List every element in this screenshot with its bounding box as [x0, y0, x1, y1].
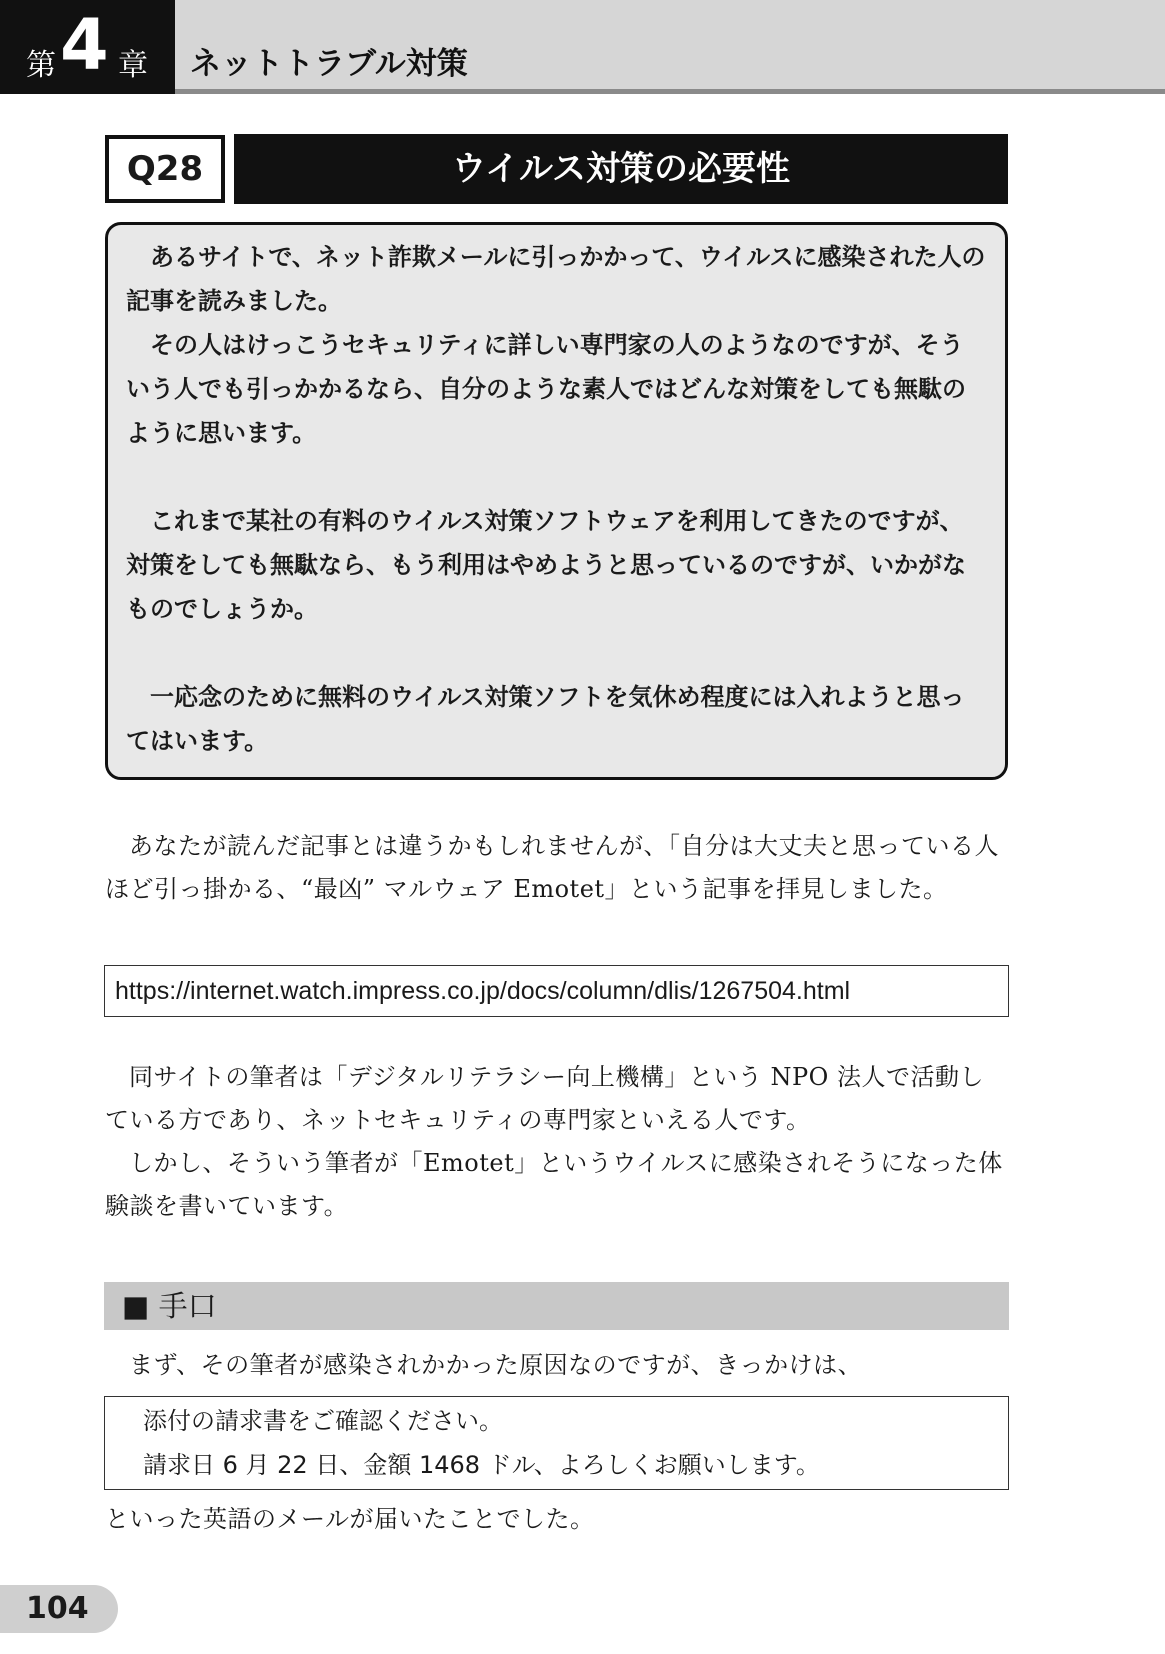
section-after — [105, 1498, 1008, 1541]
answer-paragraphs — [105, 1056, 1008, 1228]
chapter-header — [0, 0, 1165, 94]
section-after-text: といった英語のメールが届いたことでした。 — [105, 1505, 595, 1533]
section-heading: ■ 手口 — [104, 1282, 1009, 1330]
question-paragraph: あるサイトで、ネット詐欺メールに引っかかって、ウイルスに感染された人の記事を読みました。 — [126, 243, 986, 315]
question-number: Q28 — [105, 135, 225, 203]
section-intro — [105, 1344, 1008, 1387]
answer-text: 同サイトの筆者は「デジタルリテラシー向上機構」という NPO 法人で活動している方であり、ネットセキュリティの専門家といえる人です。 — [105, 1063, 984, 1134]
quote-line: 請求日 6 月 22 日、金額 1468 ドル、よろしくお願いします。 — [143, 1451, 820, 1479]
chapter-number: 4 — [60, 4, 109, 86]
answer-paragraph-1 — [105, 825, 1008, 911]
chapter-prefix: 第 — [26, 48, 56, 83]
chapter-title: ネットトラブル対策 — [190, 46, 468, 82]
question-title: ウイルス対策の必要性 — [234, 134, 1008, 204]
answer-text: あなたが読んだ記事とは違うかもしれませんが、「自分は大丈夫と思っている人ほど引っ掛かる、“最凶” マルウェア Emotet」という記事を拝見しました。 — [105, 832, 999, 903]
answer-text: しかし、そういう筆者が「Emotet」というウイルスに感染されそうになった体験談を書いています。 — [105, 1149, 1003, 1220]
question-paragraph: その人はけっこうセキュリティに詳しい専門家の人のようなのですが、そういう人でも引っかかるなら、自分のような素人ではどんな対策をしても無駄のように思います。 — [126, 331, 966, 447]
quote-line: 添付の請求書をご確認ください。 — [143, 1407, 503, 1435]
question-paragraph: 一応念のために無料のウイルス対策ソフトを気休め程度には入れようと思ってはいます。 — [126, 683, 965, 755]
chapter-suffix: 章 — [118, 48, 148, 83]
question-paragraph: これまで某社の有料のウイルス対策ソフトウェアを利用してきたのですが、対策をしても無駄なら、もう利用はやめようと思っているのですが、いかがなものでしょうか。 — [126, 507, 966, 623]
page-number: 104 — [0, 1585, 118, 1633]
section-intro-text: まず、その筆者が感染されかかった原因なのですが、きっかけは、 — [129, 1351, 863, 1379]
article-url: https://internet.watch.impress.co.jp/docs/column/dlis/1267504.html — [104, 965, 1009, 1017]
chapter-badge — [0, 0, 175, 94]
email-quote-box — [104, 1396, 1009, 1490]
question-box — [105, 222, 1008, 780]
